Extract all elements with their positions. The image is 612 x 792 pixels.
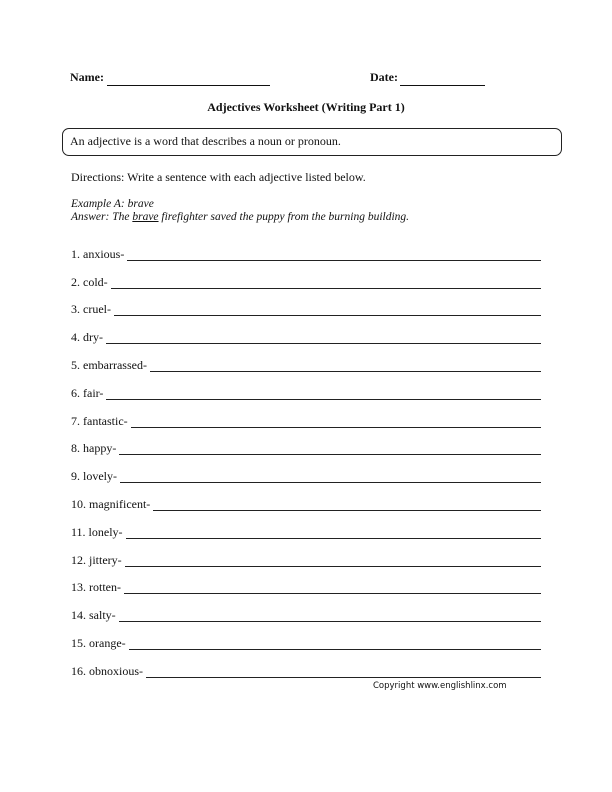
adjective-item-label: 8. happy- <box>71 441 117 456</box>
adjective-item <box>71 513 541 541</box>
answer-blank-line[interactable] <box>106 343 541 344</box>
adjective-item-label: 7. fantastic- <box>71 413 128 428</box>
adjective-item-label: 10. magnificent- <box>71 496 151 511</box>
answer-blank-line[interactable] <box>131 427 541 428</box>
adjective-item <box>71 457 541 485</box>
example-prompt: Example A: brave <box>71 198 154 210</box>
adjective-item <box>71 346 541 374</box>
adjective-item <box>71 569 541 597</box>
worksheet-title: Adjectives Worksheet (Writing Part 1) <box>207 100 405 114</box>
answer-blank-line[interactable] <box>153 510 541 511</box>
adjective-item <box>71 402 541 430</box>
adjective-item-label: 16. obnoxious- <box>71 663 143 678</box>
answer-blank-line[interactable] <box>120 482 541 483</box>
directions-text: Directions: Write a sentence with each adjective listed below. <box>71 170 366 184</box>
adjective-item <box>71 318 541 346</box>
date-blank-line[interactable] <box>400 85 485 86</box>
header-row <box>70 70 540 90</box>
answer-blank-line[interactable] <box>129 649 541 650</box>
answer-blank-line[interactable] <box>119 621 541 622</box>
adjective-item-label: 6. fair- <box>71 385 104 400</box>
adjective-item-label: 15. orange- <box>71 635 126 650</box>
answer-blank-line[interactable] <box>119 454 541 455</box>
answer-blank-line[interactable] <box>126 538 541 539</box>
adjective-item <box>71 291 541 319</box>
adjective-item-label: 12. jittery- <box>71 552 122 567</box>
adjective-item-label: 2. cold- <box>71 274 108 289</box>
date-label: Date: <box>370 70 398 84</box>
adjective-item-label: 3. cruel- <box>71 302 111 317</box>
answer-blank-line[interactable] <box>106 399 541 400</box>
adjective-item-label: 5. embarrassed- <box>71 357 147 372</box>
answer-blank-line[interactable] <box>146 677 541 678</box>
answer-suffix: firefighter saved the puppy from the burning building. <box>158 211 410 223</box>
adjective-item <box>71 374 541 402</box>
answer-blank-line[interactable] <box>114 315 541 316</box>
answer-blank-line[interactable] <box>127 260 541 261</box>
adjective-item-label: 13. rotten- <box>71 580 121 595</box>
adjective-item <box>71 430 541 458</box>
adjective-item <box>71 485 541 513</box>
definition-box <box>62 128 562 156</box>
adjective-item <box>71 652 541 680</box>
name-blank-line[interactable] <box>107 85 270 86</box>
adjective-item <box>71 263 541 291</box>
adjective-item <box>71 624 541 652</box>
adjective-item <box>71 235 541 263</box>
answer-blank-line[interactable] <box>111 288 541 289</box>
example-answer <box>71 211 409 223</box>
definition-text: An adjective is a word that describes a noun or pronoun. <box>70 134 341 148</box>
adjective-list <box>71 235 541 680</box>
copyright-text: Copyright www.englishlinx.com <box>373 681 507 691</box>
adjective-item-label: 14. salty- <box>71 608 116 623</box>
adjective-item-label: 11. lonely- <box>71 524 123 539</box>
answer-blank-line[interactable] <box>150 371 541 372</box>
adjective-item <box>71 541 541 569</box>
adjective-item-label: 1. anxious- <box>71 246 125 261</box>
answer-blank-line[interactable] <box>125 566 541 567</box>
adjective-item-label: 4. dry- <box>71 330 103 345</box>
answer-prefix: Answer: The <box>71 211 133 223</box>
answer-adjective: brave <box>132 211 159 223</box>
adjective-item <box>71 596 541 624</box>
adjective-item-label: 9. lovely- <box>71 469 117 484</box>
answer-blank-line[interactable] <box>124 593 541 594</box>
name-label: Name: <box>70 70 104 84</box>
